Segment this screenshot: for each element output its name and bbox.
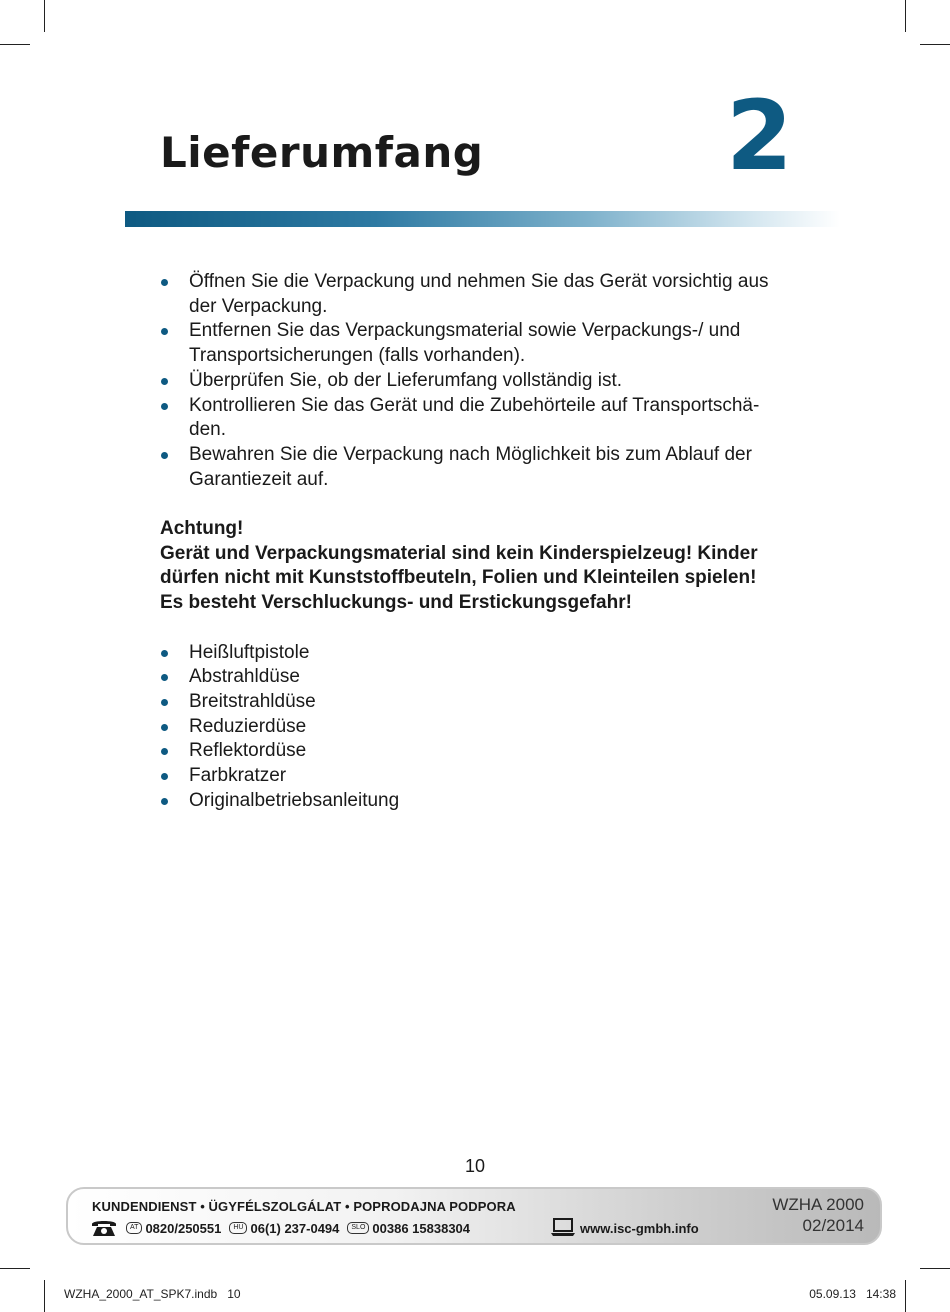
list-item-text: Öffnen Sie die Verpackung und nehmen Sie das Gerät vorsichtig aus	[189, 271, 769, 292]
phone-number[interactable]: 06(1) 237-0494	[250, 1220, 340, 1236]
page-number: 10	[464, 1156, 486, 1176]
list-item-text: Bewahren Sie die Verpackung nach Möglichkeit bis zum Ablauf der	[189, 443, 752, 465]
delivery-items-list	[160, 641, 800, 814]
list-item-text: Reflektordüse	[189, 740, 307, 762]
phone-number[interactable]: 0820/250551	[145, 1220, 222, 1236]
warning-block	[160, 517, 800, 616]
country-badge: SLO	[347, 1222, 369, 1234]
warning-heading: Achtung!	[160, 518, 244, 540]
list-item-text: den.	[189, 419, 226, 441]
crop-mark	[44, 0, 45, 32]
bullet-icon	[161, 699, 168, 706]
page-title: Lieferumfang	[160, 128, 484, 177]
bullet-icon	[161, 378, 168, 385]
list-item-text: der Verpackung.	[189, 295, 328, 317]
chapter-number: 2	[726, 80, 793, 192]
phone-numbers	[90, 1217, 470, 1239]
crop-mark	[905, 0, 906, 32]
bullet-icon	[161, 328, 168, 335]
bullet-icon	[161, 279, 168, 286]
list-item-text: Heißluftpistole	[189, 641, 310, 663]
service-label: KUNDENDIENST • ÜGYFÉLSZOLGÁLAT • POPRODAJNA PODPORA	[92, 1199, 516, 1214]
list-item-text: Abstrahldüse	[189, 666, 300, 688]
crop-mark	[0, 1268, 30, 1269]
bullet-icon	[161, 798, 168, 805]
list-item	[160, 665, 800, 690]
bullet-icon	[161, 452, 168, 459]
bullet-icon	[161, 403, 168, 410]
list-item-text: Originalbetriebsanleitung	[189, 789, 400, 811]
list-item-text: Garantiezeit auf.	[189, 468, 329, 490]
list-item-text: Reduzierdüse	[189, 715, 307, 737]
print-slug-timestamp: 05.09.13 14:38	[809, 1287, 896, 1301]
header-gradient-rule	[125, 211, 840, 227]
crop-mark	[920, 1268, 950, 1269]
print-slug-file: WZHA_2000_AT_SPK7.indb 10	[64, 1287, 241, 1301]
model-date: 02/2014	[802, 1216, 864, 1235]
list-item	[160, 369, 800, 394]
list-item	[160, 270, 800, 319]
list-item	[160, 739, 800, 764]
main-content	[160, 270, 800, 813]
laptop-icon	[550, 1217, 576, 1240]
website	[550, 1217, 699, 1239]
model-name: WZHA 2000	[772, 1195, 864, 1214]
list-item	[160, 443, 800, 492]
list-item	[160, 789, 800, 814]
list-item-text: Farbkratzer	[189, 765, 287, 787]
crop-mark	[44, 1280, 45, 1312]
crop-mark	[0, 44, 30, 45]
list-item	[160, 764, 800, 789]
country-badge: AT	[126, 1222, 142, 1234]
warning-text: Es besteht Verschluckungs- und Erstickungsgefahr!	[160, 592, 632, 614]
crop-mark	[905, 1280, 906, 1312]
country-badge: HU	[229, 1222, 247, 1234]
list-item	[160, 715, 800, 740]
list-item-text: Entfernen Sie das Verpackungsmaterial sowie Verpackungs-/ und	[189, 320, 741, 342]
bullet-icon	[161, 773, 168, 780]
list-item	[160, 319, 800, 368]
bullet-icon	[161, 724, 168, 731]
unpacking-steps-list	[160, 270, 800, 492]
list-item-text: Transportsicherungen (falls vorhanden).	[189, 345, 526, 367]
telephone-icon	[90, 1218, 118, 1238]
warning-text: dürfen nicht mit Kunststoffbeuteln, Folien und Kleinteilen spielen!	[160, 567, 757, 589]
list-item-text: Überprüfen Sie, ob der Lieferumfang vollständig ist.	[189, 369, 623, 391]
bullet-icon	[161, 650, 168, 657]
crop-mark	[920, 44, 950, 45]
service-footer	[66, 1187, 882, 1245]
list-item	[160, 394, 800, 443]
list-item-text: Kontrollieren Sie das Gerät und die Zubehörteile auf Transportschä-	[189, 394, 760, 416]
list-item	[160, 641, 800, 666]
bullet-icon	[161, 748, 168, 755]
list-item-text: Breitstrahldüse	[189, 690, 316, 712]
warning-text: Gerät und Verpackungsmaterial sind kein Kinderspielzeug! Kinder	[160, 542, 758, 564]
model-info	[772, 1194, 864, 1236]
list-item	[160, 690, 800, 715]
website-link[interactable]: www.isc-gmbh.info	[580, 1220, 699, 1236]
bullet-icon	[161, 674, 168, 681]
phone-number[interactable]: 00386 15838304	[372, 1220, 471, 1236]
